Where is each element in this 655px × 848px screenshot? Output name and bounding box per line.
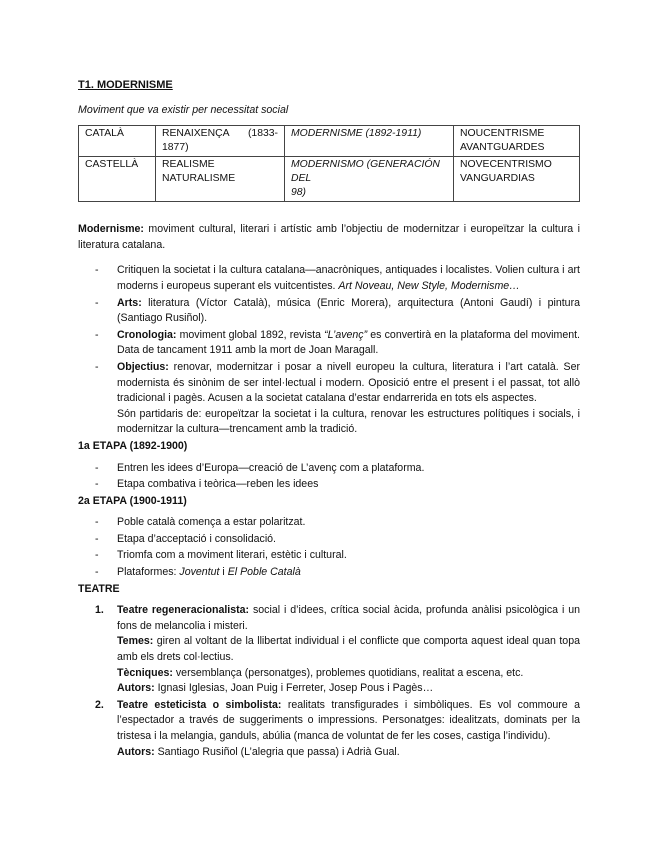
list-item [78, 263, 580, 294]
table-cell-line: AVANTGUARDES [460, 142, 545, 154]
platform-joventut: Joventut [179, 566, 220, 579]
renaixenca-years-end: 1877) [162, 142, 189, 154]
table-row [79, 157, 580, 202]
objectives-label: Objectius: [117, 360, 169, 373]
table-cell-lang: CASTELLÀ [79, 157, 156, 202]
dash-bullet: - [95, 566, 99, 579]
table-cell-modern [285, 157, 454, 202]
table-row [79, 126, 580, 157]
stage1-item: Entren les idees d’Europa—creació de L’avenç com a plataforma. [117, 461, 425, 474]
authors-line [117, 745, 580, 761]
table-cell-line: REALISME [162, 159, 215, 171]
stage1-list [78, 461, 580, 493]
table-cell-first [156, 157, 285, 202]
list-item [78, 328, 580, 359]
dash-bullet: - [95, 478, 99, 491]
themes-text: giren al voltant de la llibertat individual i el conflicte que comporta aquest ideal quan topa amb els drets col·lectius. [117, 635, 580, 664]
dash-bullet: - [95, 532, 99, 545]
theatre-type-label: Teatre regeneracionalista: [117, 604, 250, 617]
table-cell-lang: CATALÀ [79, 126, 156, 157]
authors-line [117, 681, 580, 697]
dash-bullet: - [95, 328, 99, 341]
table-cell-modern: MODERNISME (1892-1911) [285, 126, 454, 157]
table-cell-line: MODERNISMO (GENERACIÓN DEL [291, 159, 440, 185]
theatre-type-text: social i d’idees, crítica social àcida, profunda anàlisi psicològica i un fons de melancolia i misteri. [117, 604, 580, 632]
page-title: T1. MODERNISME [78, 79, 173, 91]
item-number: 1. [95, 604, 104, 617]
list-item [78, 698, 580, 760]
main-points-list [78, 263, 580, 438]
techniques-text: versemblança (personatges), problemes quotidians, realitat a escena, etc. [172, 666, 524, 679]
intro-text: moviment cultural, literari i artístic amb l’objectiu de modernitzar i europeïtzar la cultura i literatura catalana. [78, 223, 580, 251]
list-item [78, 477, 580, 493]
theatre-heading: TEATRE [78, 582, 120, 595]
objectives-text: renovar, modernitzar i posar a nivell europeu la cultura, literatura i l’art català. Ser modernista és sinònim de ser intel·lectual i modern. Oposició entre el present i el passat, tot allò tradicional i pagès. Acusen a la societat catalana d’estar endarrerida en tots els aspectes. [117, 360, 580, 405]
intro-label: Modernisme: [78, 223, 144, 236]
list-item [78, 532, 580, 548]
list-item [78, 515, 580, 531]
authors-label: Autors: [117, 682, 155, 695]
dash-bullet: - [95, 516, 99, 529]
platforms-and: i [219, 566, 228, 579]
stage2-item: Poble català comença a estar polaritzat. [117, 516, 306, 529]
dash-bullet: - [95, 264, 99, 277]
chrono-text: moviment global 1892, revista [176, 328, 325, 341]
stage2-list [78, 515, 580, 580]
list-item [78, 296, 580, 327]
page-subtitle: Moviment que va existir per necessitat social [78, 103, 289, 116]
table-cell-line: NOVECENTRISMO [460, 159, 552, 171]
chrono-text-end: es convertirà en la plataforma del moviment. Data de tancament 1911 amb la mort de Joan Maragall. [117, 328, 580, 357]
authors-text: Ignasi Iglesias, Joan Puig i Ferreter, Josep Pous i Pagès… [154, 682, 434, 695]
list-item [78, 548, 580, 564]
document-body [78, 78, 580, 761]
item-number: 2. [95, 698, 104, 711]
techniques-line [117, 666, 580, 682]
stage1-item: Etapa combativa i teòrica—reben les idees [117, 478, 319, 491]
stage2-heading: 2a ETAPA (1900-1911) [78, 494, 187, 507]
chrono-italic: “L’avenç” [324, 328, 368, 341]
table-cell-next [454, 126, 580, 157]
themes-label: Temes: [117, 635, 154, 648]
dash-bullet: - [95, 549, 99, 562]
authors-text: Santiago Rusiñol (L’alegria que passa) i Adrià Gual. [154, 745, 400, 758]
arts-text: literatura (Víctor Català), música (Enric Morera), arquitectura (Antoni Gaudí) i pintura (Santiago Rusiñol). [117, 296, 580, 325]
table-cell-line: NATURALISME [162, 173, 236, 185]
theatre-type-text: realitats transfigurades i simbòliques. Es vol commoure a l’espectador a través de suggeriments o impressions. Personatges: idealitzats, dominats per la tristesa i la melangia, ganduls, abúlia (manca de voluntat de fer les coses, castiga l’individu). [117, 698, 580, 742]
dash-bullet: - [95, 461, 99, 474]
stage2-item: Etapa d’acceptació i consolidació. [117, 532, 277, 545]
objectives-text-2: Són partidaris de: europeïtzar la societat i la cultura, renovar les estructures polítiques i socials, i modernitzar la cultura—trencament amb la tradició. [117, 407, 580, 436]
critique-italic: Art Noveau, New Style, Modernisme… [338, 279, 520, 292]
themes-line [117, 634, 580, 665]
authors-label: Autors: [117, 745, 155, 758]
periods-table [78, 125, 580, 202]
table-cell-next [454, 157, 580, 202]
chrono-label: Cronologia: [117, 328, 177, 341]
table-cell-line: NOUCENTRISME [460, 128, 545, 140]
table-cell-first [156, 126, 285, 157]
theatre-list [78, 603, 580, 760]
techniques-label: Tècniques: [117, 666, 173, 679]
list-item [78, 360, 580, 438]
list-item [78, 565, 580, 581]
platforms-text: Plataformes: [117, 566, 180, 579]
intro-paragraph [78, 222, 580, 253]
arts-label: Arts: [117, 296, 142, 309]
table-cell-line: VANGUARDIAS [460, 173, 535, 185]
dash-bullet: - [95, 360, 99, 373]
dash-bullet: - [95, 296, 99, 309]
table-cell-line: 98) [291, 187, 307, 199]
platform-poble-catala: El Poble Català [227, 566, 301, 579]
renaixenca-years-start: (1833- [247, 128, 278, 140]
renaixenca-label: RENAIXENÇA [162, 128, 230, 140]
stage1-heading: 1a ETAPA (1892-1900) [78, 439, 188, 452]
stage2-item: Triomfa com a moviment literari, estètic i cultural. [117, 549, 347, 562]
list-item [78, 461, 580, 477]
critique-text: Critiquen la societat i la cultura catalana—anacròniques, antiquades i localistes. Volien cultura i art moderns i europeus superant els vuitcentistes. [117, 264, 580, 292]
list-item [78, 603, 580, 697]
theatre-type-label: Teatre esteticista o simbolista: [117, 698, 282, 711]
